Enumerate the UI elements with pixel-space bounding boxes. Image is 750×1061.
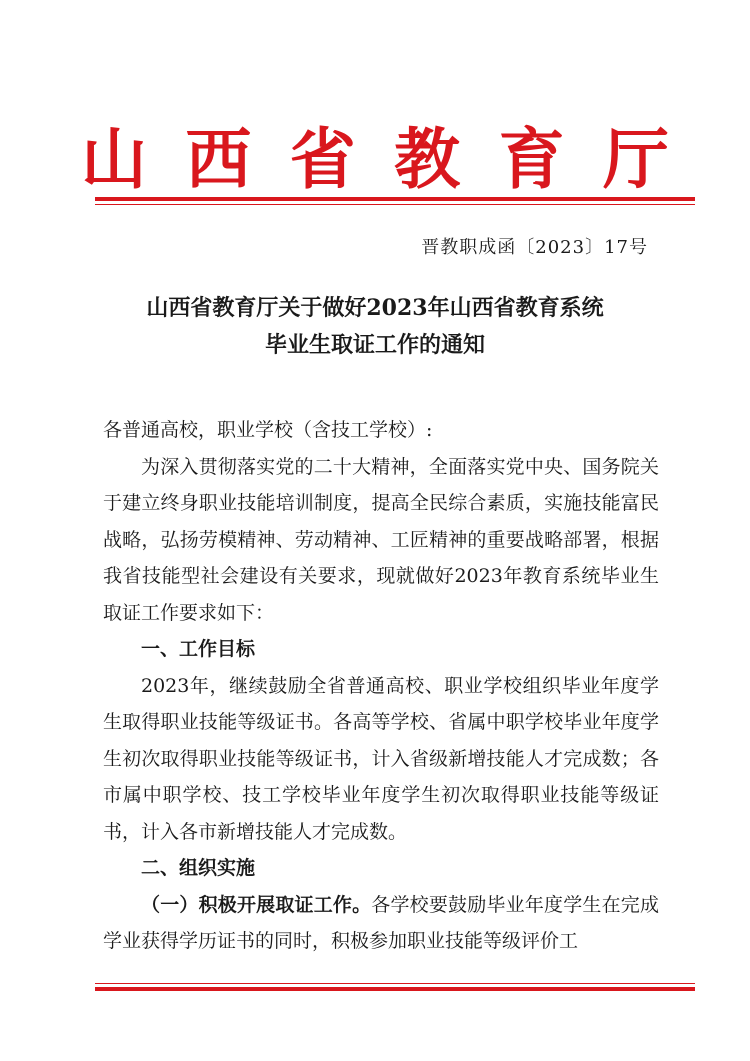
salutation: 各普通高校，职业学校（含技工学校）: — [103, 419, 433, 441]
title-line-2: 毕业生取证工作的通知 — [264, 332, 485, 358]
document-number: 晋教职成函〔2023〕17号 — [421, 237, 648, 258]
subsection-text: 各学校要鼓励毕业年度学生在完成学业获得学历证书的同时，积极参加职业技能等级评价工 — [103, 893, 659, 952]
masthead-char: 育 — [498, 119, 565, 198]
masthead-char: 教 — [394, 119, 461, 198]
masthead — [75, 108, 675, 198]
subsection-paragraph — [103, 887, 659, 960]
masthead-char: 山 — [81, 119, 147, 198]
document-body — [103, 412, 659, 960]
section-heading-goals: 一、工作目标 — [141, 638, 256, 660]
masthead-char: 西 — [185, 119, 252, 198]
footer-divider — [95, 983, 695, 991]
goals-paragraph: 2023年，继续鼓励全省普通高校、职业学校组织毕业年度学生取得职业技能等级证书。各高等学校、省属中职学校毕业年度学生初次取得职业技能等级证书，计入省级新增技能人才完成数；各市属中职学校、技工学校毕业年度学生初次取得职业技能等级证书，计入各市新增技能人才完成数。 — [103, 674, 659, 843]
section-heading-implementation: 二、组织实施 — [141, 857, 256, 879]
header-divider — [95, 197, 695, 205]
masthead-char: 省 — [289, 119, 356, 198]
title-line-1: 山西省教育厅关于做好2023年山西省教育系统 — [146, 295, 604, 321]
subsection-lead: （一）积极开展取证工作。 — [141, 893, 372, 916]
document-title — [90, 290, 660, 364]
intro-paragraph: 为深入贯彻落实党的二十大精神，全面落实党中央、国务院关于建立终身职业技能培训制度，提高全民综合素质，实施技能富民战略，弘扬劳模精神、劳动精神、工匠精神的重要战略部署，根据我省技能型社会建设有关要求，现就做好2023年教育系统毕业生取证工作要求如下： — [103, 455, 659, 624]
masthead-char: 厅 — [602, 119, 669, 198]
